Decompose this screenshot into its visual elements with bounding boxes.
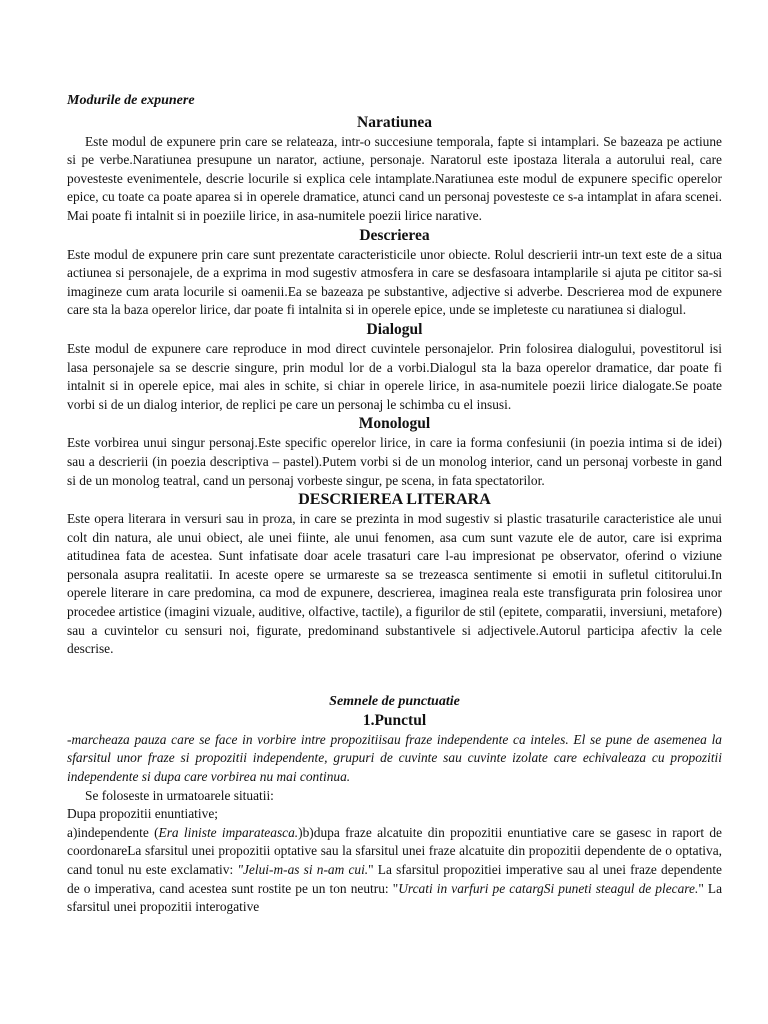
paragraph-punctul-definition: -marcheaza pauza care se face in vorbire intre propozitiisau fraze independente ca inteles. El se pune de asemenea la sfarsitul unor fraze si propozitii independente, grupuri de cuvinte sau cuvinte izolate care echivaleaza cu propozitii independente si dupa care vorbirea nu mai continua.	[67, 731, 722, 785]
paragraph-dialogul: Este modul de expunere care reproduce in mod direct cuvintele personajelor. Prin folosirea dialogului, povestitorul isi lasa personajele sa se descrie singure, prin modul lor de a vorbi.Dialogul sta la baza operelor dramatice, dar poate fi intalnit si in operele epice, mai ales in schite, si chiar in operele lirice, in asa-numitele poezii lirice dialogate.Se poate vorbi si de un dialog interior, de replici pe care un personaj le schimba cu el insusi.	[67, 340, 722, 412]
line-situatii: Se foloseste in urmatoarele situatii:	[85, 787, 274, 803]
quote-urcati: Urcati in varfuri pe catargSi puneti steagul de plecare.	[398, 880, 699, 896]
paragraph-descrierea: Este modul de expunere prin care sunt prezentate caracteristicile unor obiecte. Rolul descrierii intr-un text este de a situa actiunea si personajele, de a exprima in mod sugestiv atmosfera in care se desfasoara intamplarile si ajuta pe cititor sa-si imagineze cum arata locurile si oamenii.Ea se bazeaza pe substantive, adjective si adverbe. Descrierea mod de expunere care sta la baza operelor lirice, dar poate fi intalnita si in operele epice, unde se impleteste cu naratiunea si dialogul.	[67, 246, 722, 318]
paragraph-descrierea-literara: Este opera literara in versuri sau in proza, in care se prezinta in mod sugestiv si plastic trasaturile caracteristice ale unui colt din natura, ale unui obiect, ale unei fiinte, ale unui fenomen, asa cum sunt vazute ele de autor, care isi exprima atitudinea fata de acestea. Sunt infatisate doar acele trasaturi care l-au impresionat pe observator, oferind o viziune personala asupra realitatii. In aceste opere se urmareste sa se trezeasca sentimente si emotii in sufletul cititorului.In operele literare in care predomina, ca mod de expunere, descrierea, imaginea reala este transfigurata prin folosirea unor procedee artistice (imagini vizuale, auditive, olfactive, tactile), a figurilor de stil (epitete, comparatii, inversiuni, metafore) sau a cuvintelor cu sensuri noi, figurate, predominand substantivele si adjectivele.Autorul participa afectiv la cele descrise.	[67, 511, 722, 657]
line-enuntiative: Dupa propozitii enuntiative;	[67, 806, 218, 822]
paragraph-naratiunea: Este modul de expunere prin care se relateaza, intr-o succesiune temporala, fapte si intamplari. Se bazeaza pe actiune si pe verbe.Naratiunea presupune un narator, actiune, personaje. Naratorul este ipostaza literala a autorului real, care povesteste evenimentele, descrie locurile si explica cele intamplate.Naratiunea este modul de expunere specific operelor epice, cu toate ca poate aparea si in operele dramatice, atunci cand un personaj povesteste ce s-a intamplat in afara scenei. Mai poate fi intalnit si in poeziile lirice, in asa-numitele poezii lirice narative.	[67, 133, 722, 223]
example-era-liniste: Era liniste imparateasca.	[158, 824, 299, 840]
text-a-mid: " La sfarsitul propozitiei imperative sau al unei fraze dependente de o imperativa, cand acestea sunt rostite pe un ton neutru: "	[67, 862, 723, 896]
section-spacer	[67, 659, 722, 693]
text-a-end: " La sfarsitul unei propozitii interogative	[67, 880, 723, 915]
document-page	[67, 92, 722, 917]
section-title-punctul: 1.Punctul	[362, 711, 427, 729]
quote-jelui: "Jelui-m-as si n-am cui.	[237, 862, 369, 877]
section-title-descrierea-literara: DESCRIEREA LITERARA	[298, 491, 491, 509]
section-title-dialogul: Dialogul	[366, 320, 423, 338]
section-title-descrierea: Descrierea	[359, 226, 430, 244]
paragraph-punctul-examples	[67, 824, 722, 917]
section-title-naratiunea: Naratiunea	[357, 113, 432, 131]
document-heading: Modurile de expunere	[67, 93, 195, 108]
text-a-after: )b)dupa fraze alcatuite din propozitii enuntiative care se gasesc in raport de coordonareLa sfarsitul unei propozitii optative sau la sfarsitul unei fraze alcatuite din propozitii dependente de o optativa, cand tonul nu este exclamativ:	[67, 824, 723, 877]
section-title-monologul: Monologul	[358, 415, 431, 433]
text-a-before: a)independente (	[67, 824, 159, 840]
paragraph-monologul: Este vorbirea unui singur personaj.Este specific operelor lirice, in care ia forma confesiunii (in poezia intima si de idei) sau a descrierii (in poezia descriptiva – pastel).Putem vorbi si de un monolog interior, cand un personaj vorbeste in gand si de un monolog teatral, cand un personaj vorbeste singur, pe scena, in fata spectatorilor.	[67, 435, 722, 488]
punctuation-heading: Semnele de punctuatie	[329, 693, 460, 709]
